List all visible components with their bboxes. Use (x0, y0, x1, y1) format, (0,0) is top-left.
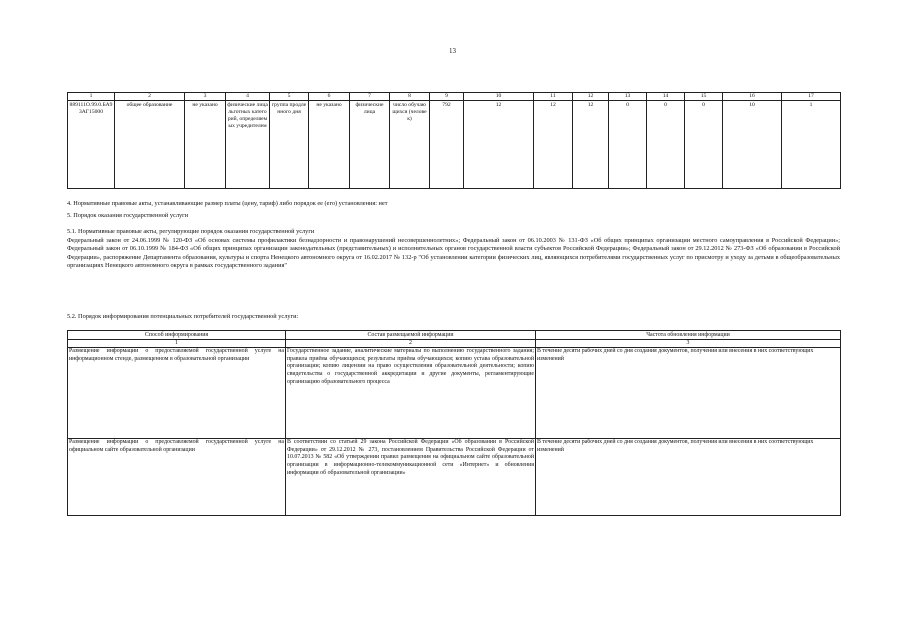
column-header: 8 (390, 93, 430, 101)
section-5-1-heading: 5.1. Нормативные правовые акты, регулирующие порядок оказания государственной услуги (67, 228, 315, 235)
column-header: 3 (185, 93, 226, 101)
frequency-cell: В течение десяти рабочих дней со дня создания документов, получения или внесения в них соответствующих изменений (536, 348, 841, 439)
table-row (68, 439, 841, 516)
indicators-table (67, 92, 841, 189)
section-5-1-body: Федеральный закон от 24.06.1999 № 120-ФЗ «Об основах системы профилактики безнадзорности и правонарушений несовершеннолетних»; Федеральный закон от 06.10.2003 № 131-ФЗ «Об общих принципах организации местного самоуправления в Российской Федерации»; Федеральный закон от 06.10.1999 № 184-ФЗ «Об общих принципах организации законодательных (представительных) и исполнительных органов государственной власти субъектов Российской Федерации»; Федеральный закон от 29.12.2012 № 273-ФЗ «Об образовании в Российской Федерации», распоряжение Департамента образования, культуры и спорта Ненецкого автономного округа от 16.02.2017 № 132-р "Об установлении категории физических лиц, являющихся потребителями государственных услуг по присмотру и уходу за детьми в общеобразовательных организациях Ненецкого автономного округа в рамках государственного задания" (67, 236, 840, 270)
column-number: 1 (68, 340, 286, 348)
indicator-unit-cell: число обучающихся (человек) (390, 101, 430, 189)
deviation-cell: 10 (723, 101, 782, 189)
method-cell: Размещение информации о предоставляемой государственной услуге на официальном сайте образовательной организации (68, 439, 286, 516)
column-header: 10 (464, 93, 534, 101)
service-condition-cell: не указано (309, 101, 350, 189)
section-5-1 (67, 228, 840, 271)
section-5-2-heading: 5.2. Порядок информирования потенциальных потребителей государственной услуги: (67, 313, 299, 320)
service-content-cell: не указано (185, 101, 226, 189)
column-number-row (68, 340, 841, 348)
column-header: 2 (115, 93, 185, 101)
value-cell: 12 (573, 101, 609, 189)
column-header: 9 (430, 93, 464, 101)
column-header: 1 (68, 93, 115, 101)
registry-number-cell: 889111О.99.0.БА93АГ15000 (68, 101, 115, 189)
value-cell: 0 (685, 101, 723, 189)
column-header: Состав размещаемой информации (286, 331, 536, 340)
column-number: 3 (536, 340, 841, 348)
column-header: 15 (685, 93, 723, 101)
value-cell: 0 (647, 101, 685, 189)
service-content-cell: общее образование (115, 101, 185, 189)
column-header: 17 (782, 93, 841, 101)
table-row (68, 348, 841, 439)
column-header: Способ информирования (68, 331, 286, 340)
frequency-cell: В течение десяти рабочих дней со дня создания документов, получения или внесения в них соответствующих изменений (536, 439, 841, 516)
column-header: 7 (350, 93, 390, 101)
column-number: 2 (286, 340, 536, 348)
section-5-heading: 5. Порядок оказания государственной услуги (67, 212, 189, 219)
column-header: 5 (270, 93, 309, 101)
content-cell: В соответствии со статьей 29 закона Российской Федерации «Об образовании в Российской Федерации» от 29.12.2012 № 273, постановлением Правительства Российской Федерации от 10.07.2013 № 582 «Об утверждении правил размещения на официальном сайте образовательной организации в информационно-телекоммуникационной сети «Интернет» и обновления информации об образовательной организации» (286, 439, 536, 516)
value-cell: 12 (534, 101, 573, 189)
method-cell: Размещение информации о предоставляемой государственной услуге на информационном стенде, размещенном в образовательной организации (68, 348, 286, 439)
deviation-cell: 1 (782, 101, 841, 189)
column-header: 6 (309, 93, 350, 101)
column-header: 13 (609, 93, 647, 101)
section-4-text: 4. Нормативные правовые акты, устанавливающие размер платы (цену, тариф) либо порядок ее (его) установления: нет (67, 200, 388, 207)
consumer-category-cell: физические лица льготных категорий, определяемых учредителем (226, 101, 270, 189)
indicators-table-header-row (68, 93, 841, 101)
informing-table (67, 330, 841, 516)
column-header: 12 (573, 93, 609, 101)
service-condition-cell: группа продленного дня (270, 101, 309, 189)
page-number: 13 (449, 47, 456, 55)
column-header: 11 (534, 93, 573, 101)
column-header: 4 (226, 93, 270, 101)
column-header: Частота обновления информации (536, 331, 841, 340)
okei-code-cell: 792 (430, 101, 464, 189)
content-cell: Государственное задание, аналитические материалы по выполнению государственного задания; правила приёма обучающихся; результаты приёма обучающихся; копию устава образовательной организации; копию лицензии на право осуществления образовательной деятельности; копию свидетельства о государственной аккредитации и другие документы, регламентирующие организацию образовательного процесса (286, 348, 536, 439)
value-cell: 0 (609, 101, 647, 189)
column-header: 16 (723, 93, 782, 101)
value-cell: 12 (464, 101, 534, 189)
indicator-name-cell: физические лица (350, 101, 390, 189)
table-row (68, 101, 841, 189)
column-header: 14 (647, 93, 685, 101)
informing-table-header-row (68, 331, 841, 340)
